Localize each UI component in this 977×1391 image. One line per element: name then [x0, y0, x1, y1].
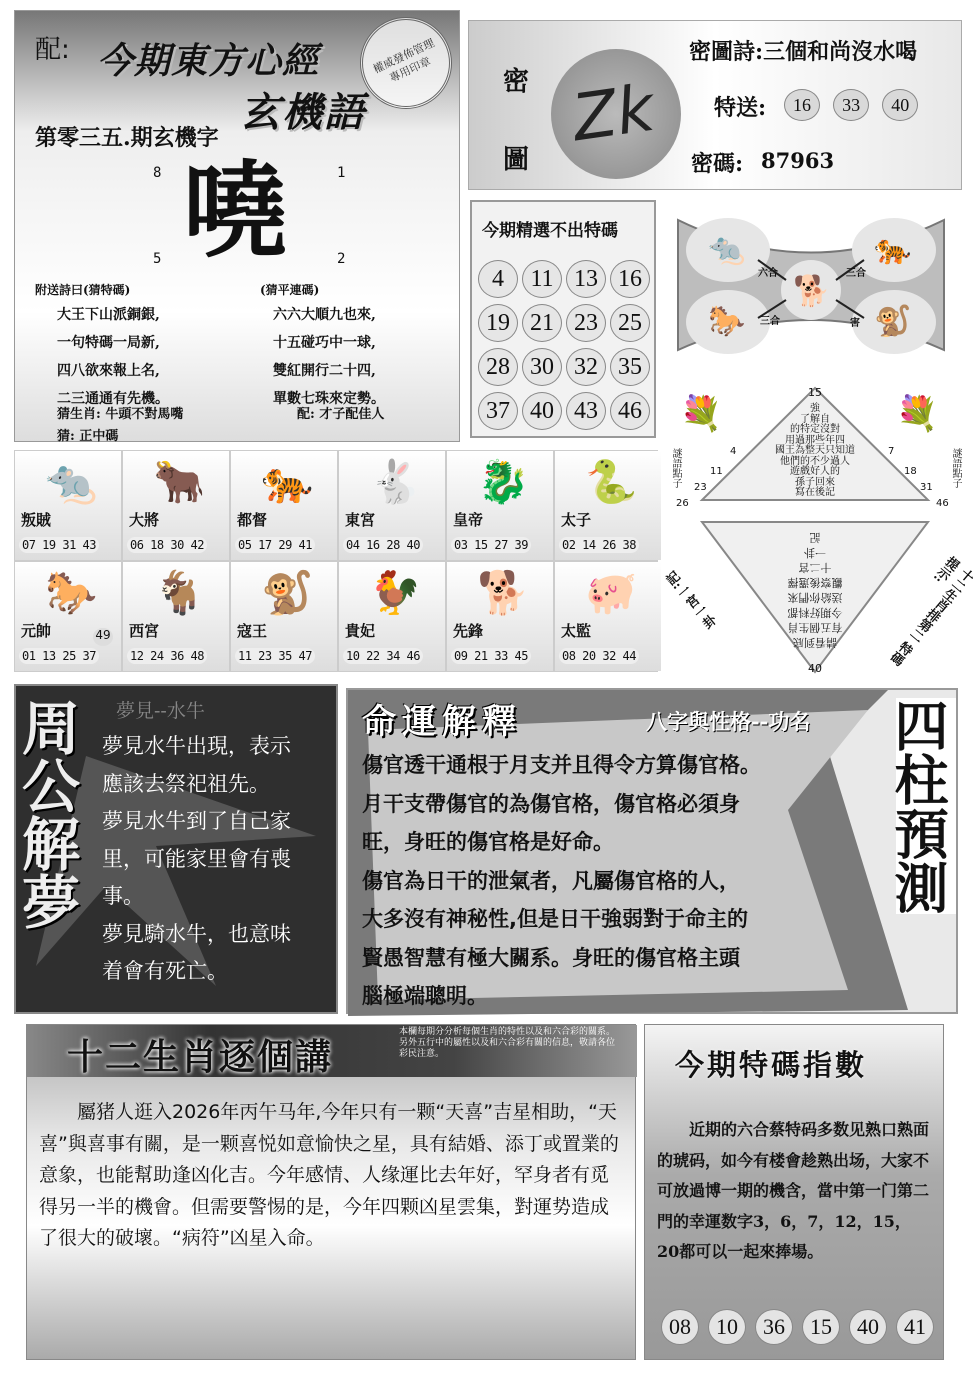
index-number: 08	[661, 1309, 699, 1345]
diamond-upper-line: 用過那些年四	[785, 434, 845, 446]
exclude-number: 13	[566, 260, 606, 298]
poem-left-line: 二三通通有先機。	[57, 391, 169, 407]
zodiac-name: 皇帝	[453, 511, 484, 529]
zodiac-numbers: 06 18 30 42	[127, 537, 207, 553]
poem-left	[57, 301, 169, 413]
zodiac-talk-body: 屬猪人逛入2026年丙午马年,今年只有一颗“天喜”吉星相助，“天喜”與喜事有關，是一颗喜悦如意愉快之星，具有結婚、添丁或置業的意象，也能幫助逢凶化吉。今年感情、人缘運比去年好，罕身者有觅得另一半的機會。但需要警惕的是，今年四颗凶星雲集，對運势造成了很大的破壞。“病符”凶星入命。	[39, 1101, 619, 1249]
fate-line: 腦極端聰明。	[362, 984, 488, 1008]
diamond-lower-line: 觀察後選擇	[787, 576, 843, 589]
relation-hai: 害	[850, 318, 860, 329]
exclude-number: 4	[478, 260, 518, 298]
index-number: 40	[849, 1309, 887, 1345]
fate-line: 傷官透干通根于月支并且得令方算傷官格。	[362, 753, 761, 777]
goat-icon: 🐐	[153, 568, 206, 617]
dream-line: 夢見水牛出現，表示	[102, 734, 291, 758]
diamond-lower-line: 送給你們來	[787, 591, 843, 604]
diamond-lower-line: 記	[809, 531, 821, 544]
diamond-riddle	[661, 382, 976, 678]
code-label: 密碼:	[691, 151, 744, 177]
zodiac-cell	[123, 451, 229, 560]
exclude-number: 23	[566, 304, 606, 342]
dream-line: 夢見水牛到了自己家	[102, 809, 291, 833]
diamond-upper-line: 遊戲好人的	[790, 466, 840, 477]
poem-left-head: 附送詩曰(猜特碼)	[35, 283, 131, 297]
corner-8: 8	[153, 165, 162, 181]
fate-line: 賢愚智慧有極大關系。身旺的傷官格主頭	[362, 945, 740, 970]
dream-line: 應該去祭祀祖先。	[102, 771, 270, 796]
zodiac-cell	[447, 451, 553, 560]
tiger-icon: 🐅	[261, 457, 314, 506]
diamond-upper-line: 寫在後記	[795, 487, 835, 498]
top-left-panel	[14, 10, 460, 442]
relation-sanhe: 三合	[760, 316, 780, 327]
poem-right-line: 六六大順九也來,	[273, 307, 376, 323]
dream-subtitle: 夢見--水牛	[116, 700, 205, 722]
dog-icon: 🐕	[477, 568, 530, 617]
exclude-number: 35	[610, 348, 650, 386]
exclude-number: 30	[522, 348, 562, 386]
zodiac-name: 先鋒	[453, 622, 484, 640]
zodiac-cell	[15, 451, 121, 560]
zodiac-talk-panel	[26, 1024, 636, 1360]
right-number: 18	[904, 466, 917, 477]
tu-char: 圖	[503, 145, 530, 175]
rat-icon: 🐀	[708, 232, 746, 267]
zodiac-numbers: 09 21 33 45	[451, 648, 531, 664]
diamond-upper-line: 強	[810, 403, 820, 414]
dream-panel	[14, 684, 338, 1014]
corner-5: 5	[153, 251, 162, 267]
poem-right-line: 單數七珠來定勢。	[273, 391, 385, 407]
exclude-number: 28	[478, 348, 518, 386]
diamond-side-right: 十二生肖排第二 特碼提示:	[886, 552, 976, 668]
zodiac-cell	[231, 562, 337, 671]
zodiac-name: 東宮	[345, 511, 376, 529]
fate-line: 大多沒有神秘性,但是日干強弱對于命主的	[362, 907, 748, 931]
left-number: 4	[730, 446, 737, 457]
zodiac-name: 寇王	[237, 622, 268, 640]
zodiac-numbers: 10 22 34 46	[343, 648, 423, 664]
diamond-lower-line: 請看到底	[793, 636, 837, 649]
fate-body	[362, 746, 761, 1016]
exclude-number: 25	[610, 304, 650, 342]
dream-line: 事。	[102, 884, 144, 908]
diamond-upper-line: 國王為整天只知道	[775, 445, 855, 456]
dragon-icon: 🐉	[477, 457, 530, 506]
exclude-number: 19	[478, 304, 518, 342]
corner-1: 1	[337, 165, 346, 181]
diamond-lower-line: 今期好料都	[787, 606, 843, 619]
dream-line: 夢見騎水牛，也意味	[102, 921, 291, 946]
zodiac-cell	[15, 562, 121, 671]
poem-right	[273, 301, 385, 413]
zodiac-relation-graphic	[668, 200, 954, 372]
poem-right-head: (猜平連碼)	[260, 283, 320, 297]
dream-side-title: 周公解夢	[12, 698, 80, 930]
dream-line: 里，可能家里會有喪	[102, 846, 291, 871]
monkey-icon: 🐒	[874, 304, 912, 339]
zodiac-numbers: 01 13 25 37	[19, 648, 99, 664]
zodiac-cell	[555, 451, 661, 560]
exclude-number: 43	[566, 392, 606, 430]
diamond-lower-line: 一卦	[804, 546, 826, 559]
left-riddle-label: 謎語點子	[670, 448, 681, 488]
special-number: 40	[882, 89, 918, 121]
zodiac-name: 太監	[561, 622, 592, 640]
title-line1: 今期東方心經	[97, 40, 320, 82]
special-numbers	[784, 89, 918, 121]
fate-line: 月干支帶傷官的為傷官格，傷官格必須身	[362, 791, 740, 816]
zodiac-numbers: 12 24 36 48	[127, 648, 207, 664]
pei-label: 配:	[35, 35, 70, 65]
fate-subtitle: 八字與性格--功名	[646, 709, 811, 734]
flower-left-icon: 💐	[680, 394, 723, 434]
relation-liuhe: 六合	[758, 268, 778, 279]
exclude-title: 今期精選不出特碼	[482, 221, 618, 241]
diamond-side-left: 記:一宮一卦	[661, 569, 718, 633]
special-label: 特送:	[714, 95, 767, 121]
flower-right-icon: 💐	[896, 394, 939, 434]
right-number: 46	[936, 498, 949, 509]
index-number: 15	[802, 1309, 840, 1345]
zodiac-talk-title: 十二生肖逐個講	[67, 1036, 334, 1078]
dream-line: 着會有死亡。	[102, 959, 228, 983]
zodiac-numbers: 02 14 26 38	[559, 537, 639, 553]
right-number: 31	[920, 482, 933, 493]
diamond-upper-text	[722, 404, 908, 499]
zodiac-grid	[14, 450, 658, 672]
secret-poem-title: 密圖詩:三個和尚沒水喝	[689, 39, 918, 65]
fate-panel	[346, 688, 958, 1014]
exclude-number: 37	[478, 392, 518, 430]
corner-2: 2	[337, 251, 346, 267]
fate-title: 命運解釋	[362, 702, 522, 742]
exclude-number: 46	[610, 392, 650, 430]
dream-body	[102, 728, 291, 991]
rat-icon: 🐀	[45, 457, 98, 506]
zodiac-numbers: 08 20 32 44	[559, 648, 639, 664]
zodiac-name: 叛賊	[21, 511, 52, 529]
exclude-number: 32	[566, 348, 606, 386]
mi-char: 密	[503, 67, 530, 97]
top-right-panel	[468, 20, 962, 190]
secret-picture-circle	[551, 49, 681, 179]
zodiac-numbers: 04 16 28 40	[343, 537, 423, 553]
ox-icon: 🐂	[153, 457, 206, 506]
diamond-bottom-number: 40	[808, 662, 822, 675]
index-title: 今期特碼指數	[675, 1048, 868, 1082]
diamond-lower-line: 有五個生肖	[787, 621, 843, 634]
diamond-upper-line: 的特定沒對	[790, 424, 840, 435]
zodiac-numbers: 11 23 35 47	[235, 648, 315, 664]
zodiac-name: 貴妃	[345, 622, 376, 640]
right-number: 7	[888, 446, 895, 457]
big-riddle-char: 嘵	[183, 149, 288, 272]
exclude-grid	[478, 260, 652, 430]
stamp-text: 權威發佈管理專用印章	[371, 36, 437, 85]
zodiac-cell	[555, 562, 661, 671]
diamond-lower-text	[736, 530, 894, 650]
exclude-number: 16	[610, 260, 650, 298]
diamond-upper-line: 孫子回來	[795, 476, 835, 488]
zodiac-cell	[447, 562, 553, 671]
zodiac-cell	[339, 451, 445, 560]
title-line2: 玄機語	[240, 89, 366, 136]
exclude-number: 40	[522, 392, 562, 430]
stamp	[360, 17, 452, 109]
rooster-icon: 🐓	[369, 568, 422, 617]
poem-left-line: 大王下山派銅銀,	[57, 307, 160, 323]
zodiac-hint: 猜生肖: 牛頭不對馬嘴	[57, 407, 184, 422]
dog-icon: 🐕	[793, 274, 831, 309]
relation-sanhe: 三合	[846, 268, 866, 279]
zodiac-name: 太子	[561, 511, 592, 529]
index-number: 10	[708, 1309, 746, 1345]
zodiac-name: 西宮	[129, 622, 160, 640]
index-body: 近期的六合蔡特码多数见熟口熟面的琥码，如今有楼會趁熟出场，大家不可放過博一期的機含，當中第一门第二門的幸運数字3，6，7，12，15，20都可以一起來捧場。	[657, 1120, 930, 1261]
poem-right-line: 十五碰巧中一球,	[273, 335, 376, 351]
fate-side-title: 四柱預測	[896, 698, 956, 914]
zodiac-name: 都督	[237, 511, 268, 529]
zodiac-extra-number: 49	[93, 628, 113, 646]
diamond-upper-line: 了解自	[800, 413, 830, 425]
zodiac-numbers: 07 19 31 43	[19, 537, 99, 553]
right-riddle-label: 謎語點子	[950, 448, 961, 488]
pei-hint: 配: 才子配佳人	[297, 407, 385, 422]
zodiac-numbers: 05 17 29 41	[235, 537, 315, 553]
poem-right-line: 雙紅開行二十四,	[273, 363, 376, 379]
poem-left-line: 四八欲來報上名,	[57, 363, 160, 379]
left-number: 26	[676, 498, 689, 509]
snake-icon: 🐍	[585, 457, 638, 506]
exclude-number: 11	[522, 260, 562, 298]
poem-left-line: 一句特碼一局新,	[57, 335, 160, 351]
fate-line: 旺，身旺的傷官格是好命。	[362, 830, 614, 854]
diamond-lower-line: 十二宮	[798, 561, 832, 574]
left-number: 23	[694, 482, 707, 493]
special-number: 33	[833, 89, 869, 121]
special-number: 16	[784, 89, 820, 121]
secret-picture-scribble: Zk	[568, 71, 659, 157]
exclude-number: 21	[522, 304, 562, 342]
zodiac-cell	[339, 562, 445, 671]
zodiac-name: 大將	[129, 511, 160, 529]
zodiac-cell	[123, 562, 229, 671]
diamond-upper-line: 他們的不少過人	[780, 455, 850, 467]
zodiac-name: 元帥	[21, 622, 52, 640]
index-number: 36	[755, 1309, 793, 1345]
issue-label: 第零三五.期玄機字	[35, 125, 219, 151]
index-numbers	[661, 1309, 939, 1345]
pig-icon: 🐖	[585, 568, 638, 617]
horse-icon: 🐎	[708, 304, 746, 339]
exclude-numbers-box	[470, 200, 656, 438]
special-index-panel	[644, 1024, 944, 1360]
horse-icon: 🐎	[45, 568, 98, 617]
code-value: 87963	[761, 148, 835, 173]
monkey-icon: 🐒	[261, 568, 314, 617]
left-number: 11	[710, 466, 723, 477]
zodiac-numbers: 03 15 27 39	[451, 537, 531, 553]
fate-line: 傷官為日干的泄氣者，凡屬傷官格的人，	[362, 868, 740, 893]
index-number: 41	[896, 1309, 934, 1345]
zodiac-cell	[231, 451, 337, 560]
zodiac-talk-note: 本欄每期分分析每個生肖的特性以及和六合彩的關系。另外五行中的屬性以及和六合彩有關的信息，敬請各位彩民注意。	[399, 1027, 616, 1059]
diamond-top-number: 15	[808, 386, 822, 399]
code-hint: 猜: 正中碼	[57, 429, 119, 444]
tiger-icon: 🐅	[874, 232, 912, 267]
rabbit-icon: 🐇	[369, 457, 422, 506]
